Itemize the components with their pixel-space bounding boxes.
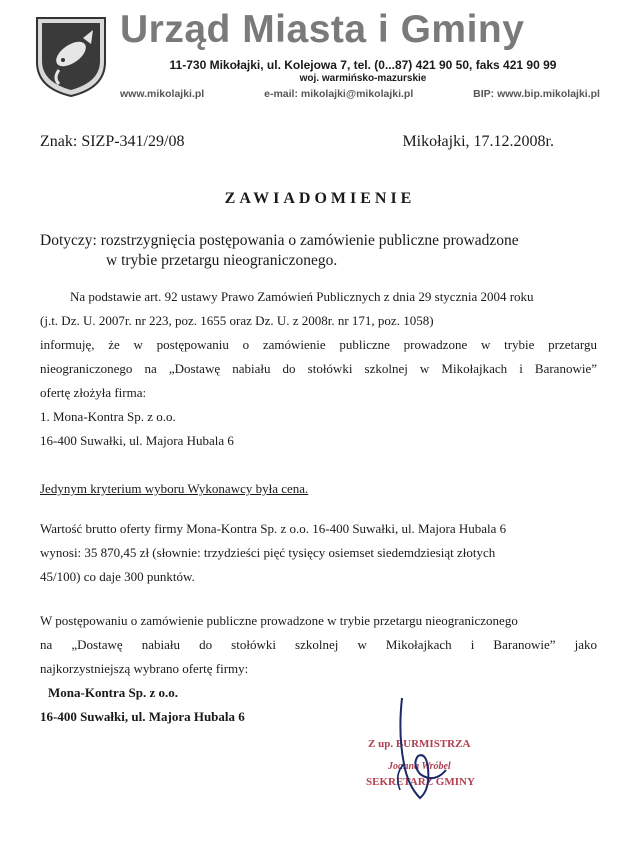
office-name: Urząd Miasta i Gminy xyxy=(120,8,525,51)
subject-line-2: w trybie przetargu nieograniczonego. xyxy=(106,252,338,269)
office-address: 11-730 Mikołajki, ul. Kolejowa 7, tel. (0...87) 421 90 50, faks 421 90 99 xyxy=(169,58,557,72)
fish-crest-icon xyxy=(33,14,109,98)
paragraph1-line: Na podstawie art. 92 ustawy Prawo Zamówień Publicznych z dnia 29 stycznia 2004 roku xyxy=(70,289,534,304)
winner-name: Mona-Kontra Sp. z o.o. xyxy=(48,685,178,700)
paragraph1-line: ofertę złożyła firma: xyxy=(40,385,147,400)
stamp-line-2: Joanna Wróbel xyxy=(388,761,451,772)
bip-label: BIP: xyxy=(473,88,495,100)
paragraph1-line: informuję, że w postępowaniu o zamówienie publiczne prowadzone w trybie przetargu xyxy=(40,337,597,352)
paragraph2-line: wynosi: 35 870,45 zł (słownie: trzydzieści pięć tysięcy osiemset siedemdziesiąt złotych xyxy=(40,545,496,560)
place-date: Mikołajki, 17.12.2008r. xyxy=(402,133,554,150)
stamp-line-1: Z up. BURMISTRZA xyxy=(368,738,471,750)
winner-address: 16-400 Suwałki, ul. Majora Hubala 6 xyxy=(40,709,245,724)
bip-group xyxy=(473,88,600,100)
selection-criterion: Jedynym kryterium wyboru Wykonawcy była cena. xyxy=(40,481,309,496)
paragraph1-line: (j.t. Dz. U. 2007r. nr 223, poz. 1655 oraz Dz. U. z 2008r. nr 171, poz. 1058) xyxy=(40,313,434,328)
email-link[interactable]: mikolajki@mikolajki.pl xyxy=(300,88,414,100)
paragraph1-line: 16-400 Suwałki, ul. Majora Hubala 6 xyxy=(40,433,234,448)
paragraph3-line: najkorzystniejszą wybrano ofertę firmy: xyxy=(40,661,249,676)
document-heading: ZAWIADOMIENIE xyxy=(224,190,416,207)
paragraph2-line: 45/100) co daje 300 punktów. xyxy=(40,569,195,584)
office-region: woj. warmińsko-mazurskie xyxy=(299,73,427,84)
office-contacts xyxy=(120,88,600,100)
email-group xyxy=(264,88,413,100)
stamp-line-3: SEKRETARZ GMINY xyxy=(366,776,475,788)
paragraph1-line: 1. Mona-Kontra Sp. z o.o. xyxy=(40,409,176,424)
paragraph3-line: na „Dostawę nabiału do stołówki szkolnej w Mikołajkach i Baranowie” jako xyxy=(40,637,597,652)
email-label: e-mail: xyxy=(264,88,298,100)
bip-link[interactable]: www.bip.mikolajki.pl xyxy=(497,88,600,100)
paragraph2-line: Wartość brutto oferty firmy Mona-Kontra Sp. z o.o. 16-400 Suwałki, ul. Majora Hubala 6 xyxy=(40,521,507,536)
handwritten-signature xyxy=(390,694,450,804)
website-link[interactable]: www.mikolajki.pl xyxy=(120,88,205,100)
reference-sign: Znak: SIZP-341/29/08 xyxy=(40,133,185,150)
paragraph3-line: W postępowaniu o zamówienie publiczne prowadzone w trybie przetargu nieograniczonego xyxy=(40,613,518,628)
paragraph1-line: nieograniczonego na „Dostawę nabiału do stołówki szkolnej w Mikołajkach i Baranowie” xyxy=(40,361,597,376)
subject-line-1: Dotyczy: rozstrzygnięcia postępowania o zamówienie publiczne prowadzone xyxy=(40,232,519,249)
